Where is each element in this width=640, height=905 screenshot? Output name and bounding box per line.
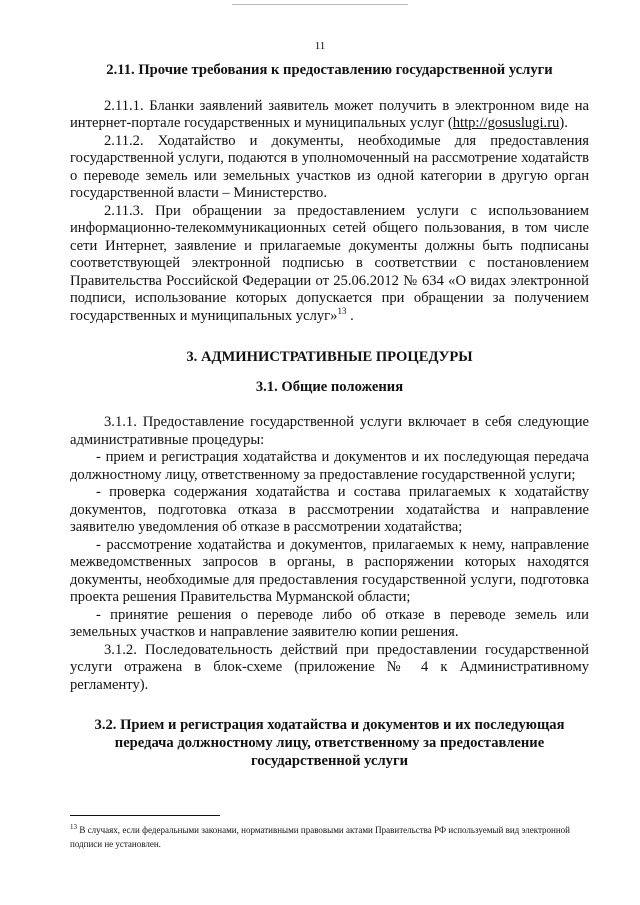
paragraph-3-1-1: 3.1.1. Предоставление государственной услуги включает в себя следующие административные процедуры:: [70, 414, 589, 448]
section-3-heading: 3. АДМИНИСТРАТИВНЫЕ ПРОЦЕДУРЫ: [186, 349, 473, 365]
footnote-separator: [70, 815, 220, 816]
paragraph-text: .: [346, 307, 354, 324]
top-edge-line: [232, 4, 408, 5]
section-3-2-heading: 3.2. Прием и регистрация ходатайства и документов и их последующая передача должностному лицу, ответственному за предоставление государственной услуги: [94, 717, 565, 769]
procedure-list-item: - рассмотрение ходатайства и документов, прилагаемых к нему, направление межведомственных запросов в органы, в распоряжении которых находятся документы, необходимые для предоставления государственной услуги, подготовка проекта решения Правительства Мурманской области;: [70, 536, 589, 605]
paragraph-text: ).: [559, 115, 568, 131]
footnote: [70, 823, 570, 851]
paragraph-2-11-1: [70, 98, 589, 133]
paragraph-text: 2.11.3. При обращении за предоставлением услуги с использованием информационно-телекоммуникационных сетей общего пользования, в том числе сети Интернет, заявление и прилагаемые документы должны быть подписаны соответствующей электронной подписью в соответствии с постановлением Правительства Российской Федерации от 25.06.2012 № 634 «О видах электронной подписи, использование которых допускается при обращении за получением государственных и муниципальных услуг»: [70, 202, 589, 324]
paragraph-text: 2.11.1. Бланки заявлений заявитель может получить в электронном виде на интернет-портале государственных и муниципальных услуг (: [70, 97, 589, 131]
page-number: 11: [314, 40, 326, 52]
footnote-text: В случаях, если федеральными законами, нормативными правовыми актами Правительства РФ используемый вид электронной подписи не установлен.: [70, 825, 570, 849]
gosuslugi-link[interactable]: http://gosuslugi.ru: [452, 115, 560, 131]
procedure-list-item: - проверка содержания ходатайства и состава прилагаемых к ходатайству документов, подготовка отказа в рассмотрении ходатайства и направление заявителю уведомления об отказе в рассмотрении ходатайства;: [70, 484, 589, 535]
section-3-1-heading: 3.1. Общие положения: [255, 378, 404, 395]
procedure-list-item: - принятие решения о переводе либо об отказе в переводе земель или земельных участков и направление заявителю копии решения.: [70, 606, 589, 640]
footnote-number: 13: [70, 823, 77, 831]
paragraph-2-11-3: [70, 203, 589, 326]
footnote-reference[interactable]: 13: [337, 305, 347, 316]
procedure-list-item: - прием и регистрация ходатайства и документов и их последующая передача должностному лицу, ответственному за предоставление государственной услуги;: [70, 449, 589, 483]
document-body: [70, 62, 589, 770]
paragraph-3-1-2: 3.1.2. Последовательность действий при предоставлении государственной услуги отражена в блок-схеме (приложение № 4 к Административному регламенту).: [70, 641, 589, 693]
section-2-11-heading: 2.11. Прочие требования к предоставлению государственной услуги: [106, 62, 553, 78]
paragraph-2-11-2: 2.11.2. Ходатайство и документы, необходимые для предоставления государственной услуги, подаются в уполномоченный на рассмотрение ходатайств о переводе земель или земельных участков из одной категории в другую орган государственной власти – Министерство.: [70, 132, 589, 201]
